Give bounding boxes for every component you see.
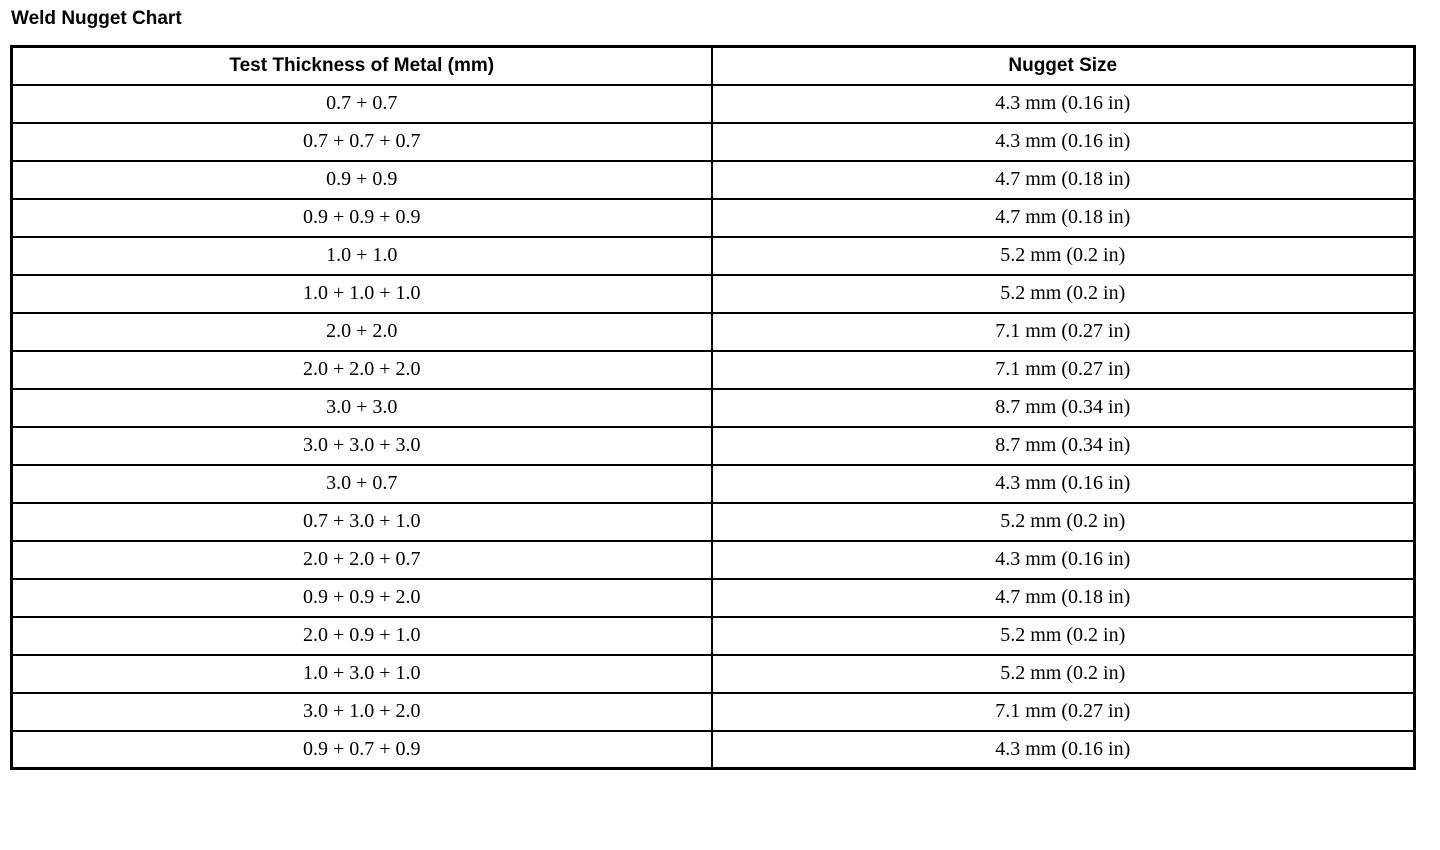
header-nugget-size: Nugget Size	[712, 47, 1415, 85]
nugget-size-cell: 4.3 mm (0.16 in)	[712, 541, 1415, 579]
thickness-cell: 2.0 + 0.9 + 1.0	[12, 617, 712, 655]
thickness-cell: 1.0 + 1.0	[12, 237, 712, 275]
table-row	[12, 541, 1415, 579]
table-row	[12, 351, 1415, 389]
thickness-cell: 2.0 + 2.0 + 2.0	[12, 351, 712, 389]
nugget-size-cell: 4.7 mm (0.18 in)	[712, 579, 1415, 617]
thickness-cell: 3.0 + 3.0	[12, 389, 712, 427]
nugget-size-cell: 7.1 mm (0.27 in)	[712, 351, 1415, 389]
nugget-size-cell: 4.7 mm (0.18 in)	[712, 161, 1415, 199]
nugget-size-cell: 8.7 mm (0.34 in)	[712, 389, 1415, 427]
thickness-cell: 3.0 + 3.0 + 3.0	[12, 427, 712, 465]
thickness-cell: 2.0 + 2.0 + 0.7	[12, 541, 712, 579]
table-body	[12, 85, 1415, 769]
nugget-size-cell: 4.3 mm (0.16 in)	[712, 85, 1415, 123]
nugget-size-cell: 5.2 mm (0.2 in)	[712, 617, 1415, 655]
table-row	[12, 161, 1415, 199]
page-title: Weld Nugget Chart	[11, 8, 182, 29]
weld-nugget-table	[10, 45, 1416, 770]
header-test-thickness: Test Thickness of Metal (mm)	[12, 47, 712, 85]
nugget-size-cell: 7.1 mm (0.27 in)	[712, 693, 1415, 731]
table-row	[12, 503, 1415, 541]
thickness-cell: 1.0 + 3.0 + 1.0	[12, 655, 712, 693]
nugget-size-cell: 4.3 mm (0.16 in)	[712, 465, 1415, 503]
table-row	[12, 693, 1415, 731]
nugget-size-cell: 4.3 mm (0.16 in)	[712, 123, 1415, 161]
table-row	[12, 465, 1415, 503]
thickness-cell: 0.7 + 0.7 + 0.7	[12, 123, 712, 161]
table-row	[12, 655, 1415, 693]
thickness-cell: 0.9 + 0.9 + 2.0	[12, 579, 712, 617]
table-row	[12, 617, 1415, 655]
nugget-size-cell: 4.7 mm (0.18 in)	[712, 199, 1415, 237]
table-row	[12, 313, 1415, 351]
table-row	[12, 275, 1415, 313]
table-row	[12, 199, 1415, 237]
thickness-cell: 0.9 + 0.9 + 0.9	[12, 199, 712, 237]
table-row	[12, 85, 1415, 123]
thickness-cell: 0.7 + 3.0 + 1.0	[12, 503, 712, 541]
nugget-size-cell: 5.2 mm (0.2 in)	[712, 237, 1415, 275]
table-row	[12, 389, 1415, 427]
table-row	[12, 579, 1415, 617]
table-row	[12, 123, 1415, 161]
thickness-cell: 3.0 + 1.0 + 2.0	[12, 693, 712, 731]
thickness-cell: 0.7 + 0.7	[12, 85, 712, 123]
nugget-size-cell: 5.2 mm (0.2 in)	[712, 275, 1415, 313]
table-row	[12, 427, 1415, 465]
nugget-size-cell: 5.2 mm (0.2 in)	[712, 503, 1415, 541]
table-row	[12, 731, 1415, 769]
thickness-cell: 0.9 + 0.7 + 0.9	[12, 731, 712, 769]
nugget-size-cell: 8.7 mm (0.34 in)	[712, 427, 1415, 465]
thickness-cell: 3.0 + 0.7	[12, 465, 712, 503]
table-row	[12, 237, 1415, 275]
table-header-row	[12, 47, 1415, 85]
nugget-size-cell: 7.1 mm (0.27 in)	[712, 313, 1415, 351]
nugget-size-cell: 5.2 mm (0.2 in)	[712, 655, 1415, 693]
thickness-cell: 1.0 + 1.0 + 1.0	[12, 275, 712, 313]
thickness-cell: 0.9 + 0.9	[12, 161, 712, 199]
thickness-cell: 2.0 + 2.0	[12, 313, 712, 351]
nugget-size-cell: 4.3 mm (0.16 in)	[712, 731, 1415, 769]
